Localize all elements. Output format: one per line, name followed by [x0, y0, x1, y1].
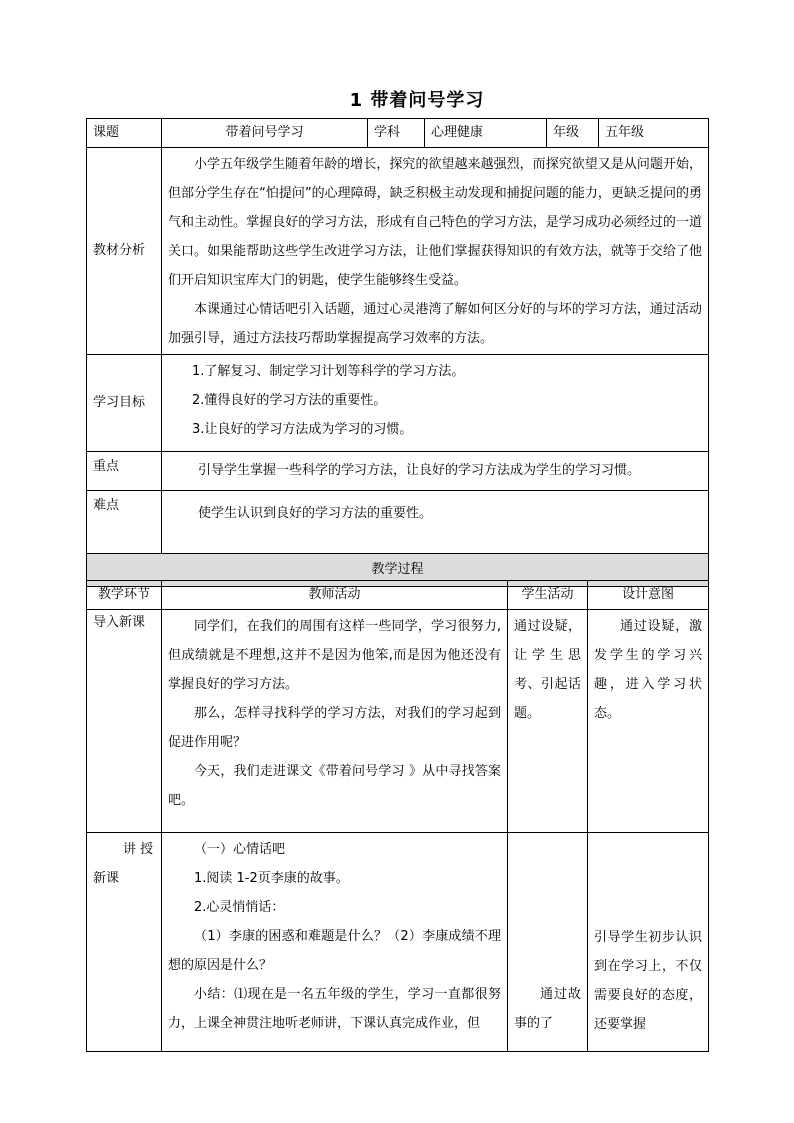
goal-item: 3.让良好的学习方法成为学习的习惯。: [192, 422, 413, 437]
lecture-teacher-paragraph: 小结：⑴现在是一名五年级的学生，学习一直都很努力，上课全神贯注地听老师讲，下课认真完成作业，但: [168, 987, 501, 1031]
col-intent: 设计意图: [588, 581, 709, 610]
key-point-text: 引导学生掌握一些科学的学习方法，让良好的学习方法成为学生的学习习惯。: [162, 452, 709, 491]
goal-item: 2.懂得良好的学习方法的重要性。: [192, 393, 387, 408]
lecture-teacher: [162, 833, 508, 1052]
document-title: 1 带着问号学习: [349, 90, 485, 111]
lecture-stage: [87, 833, 162, 1052]
intro-teacher-paragraph: 那么，怎样寻找科学的学习方法，对我们的学习起到促进作用呢？: [168, 706, 501, 750]
difficulty-text: 使学生认识到良好的学习方法的重要性。: [162, 491, 709, 554]
intro-teacher-paragraph: 同学们，在我们的周围有这样一些同学，学习很努力,但成绩就是不理想,这并不是因为他笨,而是因为他还没有掌握良好的学习方法。: [168, 619, 501, 692]
difficulty-row: [87, 491, 709, 554]
info-row: [87, 119, 709, 148]
lecture-teacher-paragraph: （一）心情话吧: [194, 842, 286, 857]
intro-intent-text: 通过设疑，激发学生的学习兴趣，进入学习状态。: [594, 619, 702, 721]
key-point-row: [87, 452, 709, 491]
lecture-intent: [588, 833, 709, 1052]
lesson-plan-table: [86, 118, 709, 587]
goal-item: 1.了解复习、制定学习计划等科学的学习方法。: [192, 364, 465, 379]
intro-intent: [588, 610, 709, 833]
goals-label: 学习目标: [87, 355, 162, 452]
intro-stage: 导入新课: [87, 610, 162, 833]
key-point-label: 重点: [87, 452, 162, 491]
analysis-content: [162, 148, 709, 355]
lecture-row: [87, 833, 709, 1052]
process-header-row: [87, 581, 709, 610]
subject-label: 课题: [87, 119, 162, 148]
intro-student: [508, 610, 588, 833]
lecture-student-text: 通过故事的了: [514, 987, 581, 1031]
process-heading: 教学过程: [87, 554, 709, 587]
lecture-intent-text: 引导学生初步认识到在学习上，不仅需要良好的态度，还要掌握: [594, 930, 702, 1032]
intro-teacher: [162, 610, 508, 833]
lecture-stage-line: 讲 授: [123, 842, 154, 857]
subject-value: 带着问号学习: [162, 119, 368, 148]
process-table: [86, 580, 709, 1052]
analysis-paragraph-1: 小学五年级学生随着年龄的增长，探究的欲望越来越强烈，而探究欲望又是从问题开始，但部分学生存在“怕提问”的心理障碍，缺乏积极主动发现和捕捉问题的能力，更缺乏提问的勇气和主动性。掌握良好的学习方法，形成有自己特色的学习方法，是学习成功必须经过的一道关口。如果能帮助这些学生改进学习方法，让他们掌握获得知识的有效方法，就等于交给了他们开启知识宝库大门的钥匙，使学生能够终生受益。: [168, 157, 702, 288]
lecture-stage-line: 新课: [93, 871, 120, 886]
col-stage: 教学环节: [87, 581, 162, 610]
lecture-teacher-paragraph: 2.心灵悄悄话：: [194, 900, 285, 915]
lecture-teacher-paragraph: 1.阅读 1-2页李康的故事。: [194, 871, 349, 886]
col-student: 学生活动: [508, 581, 588, 610]
grade-value: 五年级: [599, 119, 709, 148]
goals-row: [87, 355, 709, 452]
discipline-label: 学科: [368, 119, 425, 148]
lecture-student: [508, 833, 588, 1052]
analysis-label: 教材分析: [87, 148, 162, 355]
goals-content: [162, 355, 709, 452]
col-teacher: 教师活动: [162, 581, 508, 610]
difficulty-label: 难点: [87, 491, 162, 554]
intro-row: [87, 610, 709, 833]
intro-student-text: 通过设疑，让学生思考、引起话题。: [514, 619, 581, 721]
grade-label: 年级: [547, 119, 599, 148]
analysis-paragraph-2: 本课通过心情话吧引入话题，通过心灵港湾了解如何区分好的与坏的学习方法，通过活动加强引导，通过方法技巧帮助掌握提高学习效率的方法。: [168, 302, 702, 346]
analysis-row: [87, 148, 709, 355]
lecture-teacher-paragraph: （1）李康的困惑和难题是什么？（2）李康成绩不理想的原因是什么？: [168, 929, 501, 973]
discipline-value: 心理健康: [425, 119, 547, 148]
intro-teacher-paragraph: 今天，我们走进课文《带着问号学习 》从中寻找答案吧。: [168, 764, 501, 808]
